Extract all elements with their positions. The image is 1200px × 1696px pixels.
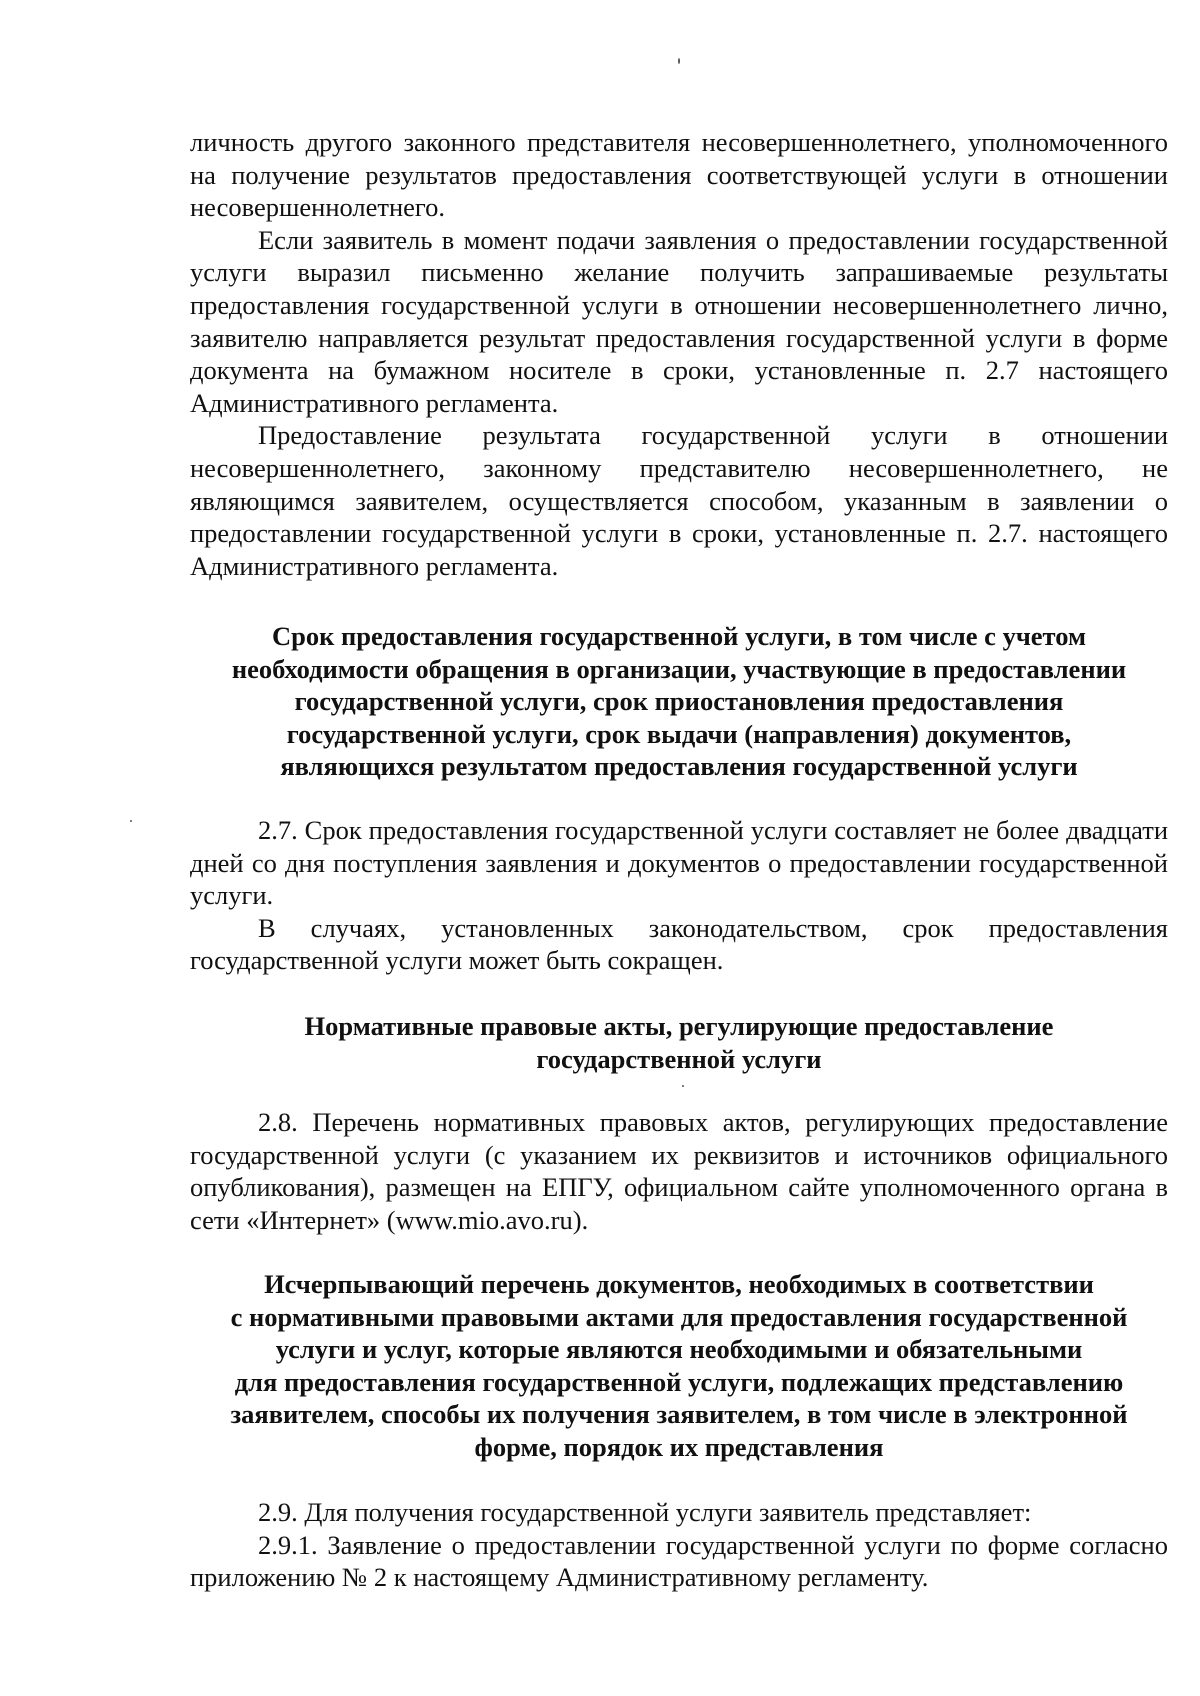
section-heading-term [190,620,1168,783]
paragraph-block-3 [190,1106,1168,1236]
section-heading-documents-list [190,1268,1168,1464]
paragraph: Предоставление результата государственной услуги в отношении несовершеннолетнего, законному представителю несовершеннолетнего, не являющимся заявителем, осуществляется способом, указанным в заявлении о предоставлении государственной услуги в сроки, установленные п. 2.7. настоящего Административного регламента. [190,420,1168,581]
heading-line: услуги и услуг, которые являются необходимыми и обязательными [275,1334,1083,1365]
paragraph-block-4 [190,1496,1168,1594]
paragraph: 2.9.1. Заявление о предоставлении государственной услуги по форме согласно приложению № 2 к настоящему Административному регламенту. [190,1529,1168,1593]
paragraph: 2.9. Для получения государственной услуги заявитель представляет: [258,1497,1032,1527]
heading-line: Исчерпывающий перечень документов, необходимых в соответствии [264,1269,1094,1299]
scan-speck [678,58,680,64]
heading-line: для предоставления государственной услуги, подлежащих представлению [234,1366,1124,1397]
section-heading-normative-acts [190,1010,1168,1075]
paragraph: 2.7. Срок предоставления государственной услуги составляет не более двадцати дней со дня поступления заявления и документов о предоставлении государственной услуги. [190,815,1168,911]
heading-line: государственной услуги, срок приостановления предоставления [294,686,1064,717]
scan-speck [682,1085,684,1087]
paragraph: личность другого законного представителя несовершеннолетнего, уполномоченного на получение результатов предоставления соответствующей услуги в отношении несовершеннолетнего. [190,127,1168,223]
heading-line: Нормативные правовые акты, регулирующие предоставление [304,1011,1054,1041]
scan-speck [130,820,132,822]
paragraph-block-1 [190,126,1168,582]
paragraph: Если заявитель в момент подачи заявления о предоставлении государственной услуги выразил письменно желание получить запрашиваемые результаты предоставления государственной услуги в отношении несовершеннолетнего лично, заявителю направляется результат предоставления государственной услуги в форме документа на бумажном носителе в сроки, установленные п. 2.7 настоящего Административного регламента. [190,224,1168,418]
heading-line: государственной услуги [536,1043,822,1074]
heading-line: заявителем, способы их получения заявителем, в том числе в электронной [230,1399,1128,1430]
heading-line: необходимости обращения в организации, участвующие в предоставлении [231,653,1127,684]
paragraph-block-2 [190,814,1168,977]
heading-line: государственной услуги, срок выдачи (направления) документов, [286,718,1072,749]
heading-line: с нормативными правовыми актами для предоставления государственной [230,1301,1128,1332]
heading-line: Срок предоставления государственной услуги, в том числе с учетом [271,621,1086,651]
paragraph: В случаях, установленных законодательством, срок предоставления государственной услуги может быть сокращен. [190,912,1168,976]
paragraph: 2.8. Перечень нормативных правовых актов, регулирующих предоставление государственной услуги (с указанием их реквизитов и источников официального опубликования), размещен на ЕПГУ, официальном сайте уполномоченного органа в сети «Интернет» (www.mio.avo.ru). [190,1107,1168,1235]
heading-line: форме, порядок их представления [474,1431,884,1462]
heading-line: являющихся результатом предоставления государственной услуги [280,751,1078,782]
